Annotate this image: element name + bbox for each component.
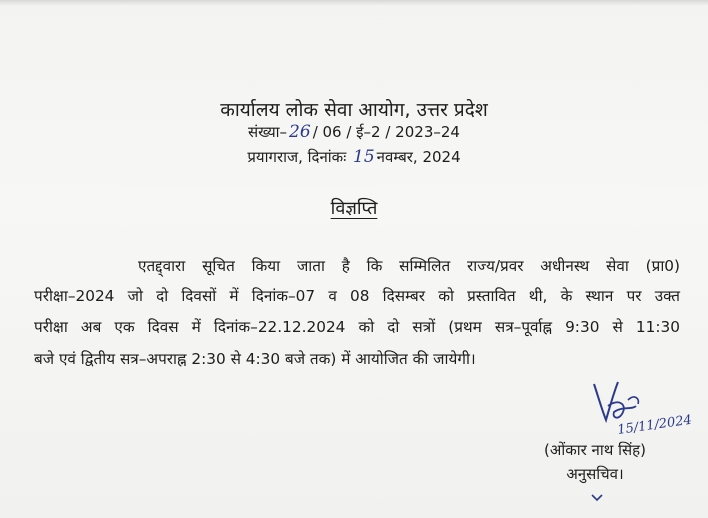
office-title: कार्यालय लोक सेवा आयोग, उत्तर प्रदेश: [220, 99, 488, 121]
pen-mark-icon: [590, 492, 604, 502]
paragraph-line-4: बजे एवं द्वितीय सत्र–अपराह्न 2:30 से 4:30 बजे तक) में आयोजित की जायेगी।: [34, 350, 476, 368]
signature-date: 15/11/2024: [616, 412, 693, 438]
reference-suffix: / 06 / ई–2 / 2023–24: [312, 123, 460, 141]
date-line: [0, 147, 708, 167]
reference-prefix: संख्या–: [248, 123, 288, 141]
notice-heading-text: विज्ञप्ति: [330, 198, 378, 219]
date-prefix: प्रयागराज, दिनांकः: [247, 148, 347, 166]
handwritten-reference-number: 26: [289, 122, 311, 142]
page-fold-shadow: [0, 0, 708, 6]
date-suffix: नवम्बर, 2024: [376, 148, 461, 166]
signatory-designation: अनुसचिव।: [566, 465, 624, 483]
reference-number-line: [0, 122, 708, 142]
handwritten-date-day: 15: [353, 147, 375, 167]
paragraph-line-3: परीक्षा अब एक दिवस में दिनांक–22.12.2024 को दो सत्रों (प्रथम सत्र–पूर्वाह्न 9:30 से 11:30: [34, 318, 680, 336]
notice-heading: [0, 196, 708, 220]
paragraph-line-2: परीक्षा–2024 जो दो दिवसों में दिनांक–07 व 08 दिसम्बर को प्रस्तावित थी, के स्थान पर उक्त: [34, 287, 680, 305]
signatory-name: (ओंकार नाथ सिंह): [544, 441, 646, 459]
paragraph-line-1: एतद्द्वारा सूचित किया जाता है कि सम्मिलित राज्य/प्रवर अधीनस्थ सेवा (प्रा0): [138, 257, 680, 275]
handwritten-signature: [588, 376, 693, 438]
